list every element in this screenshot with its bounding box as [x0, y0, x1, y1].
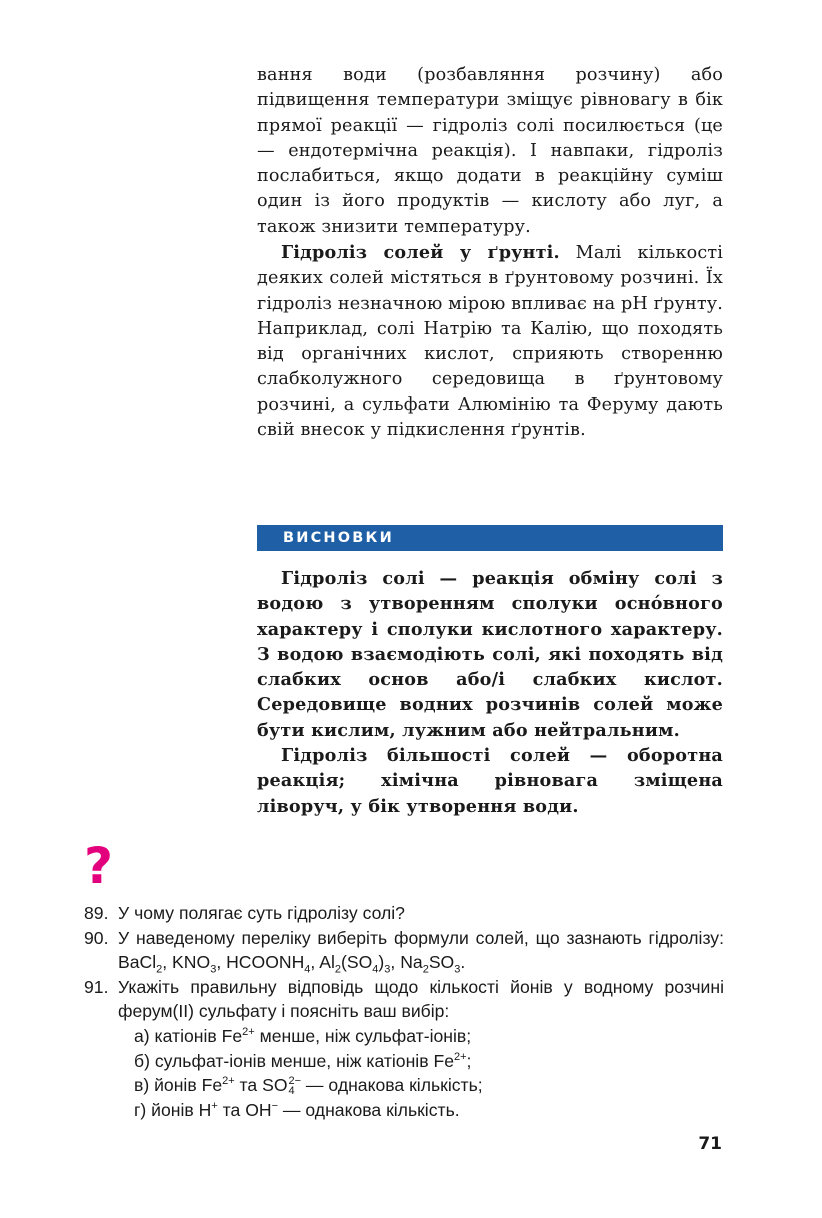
question-89: [84, 901, 724, 926]
questions-list: [84, 901, 724, 1122]
question-90-text: У наведеному переліку виберіть формули солей, що зазнають гідролізу:: [118, 927, 724, 948]
soil-text: Малі кількості деяких солей містяться в ґрунтовому розчині. Їх гідроліз незначною мірою впливає на рН ґрунту. Наприклад, солі Натрію та Калію, що походять від органічних кислот, сприяють створенню слабколужного середовища в ґрунтовому розчині, а сульфати Алюмінію та Феруму дають свій внесок у підкислення ґрунтів.: [257, 243, 724, 441]
soil-hydrolysis-section: [257, 240, 723, 443]
question-number: 90.: [84, 927, 109, 948]
question-mark-icon: ?: [84, 837, 114, 895]
intro-paragraph: вання води (розбавляння розчину) або підвищення температури зміщує рівновагу в бік прямої реакції — гідроліз солі посилюється (це — ендотермічна реакція). І навпаки, гідроліз послабиться, якщо додати в реакційну суміш один із його продуктів — кислоту або луг, а також знизити температуру.: [257, 65, 723, 237]
formula-kno3: $KNO_3$: [172, 952, 217, 976]
question-text: У чому полягає суть гідролізу солі?: [118, 903, 405, 923]
question-number: 89.: [84, 903, 109, 923]
question-number: 91.: [84, 976, 109, 997]
formula-al2so43: $Al_2(SO_4)_3$: [319, 952, 391, 976]
conclusion-paragraph-2: Гідроліз більшості солей — оборотна реакція; хімічна рівновага зміщена ліворуч, у бік утворення води.: [257, 745, 723, 817]
conclusions-block: [257, 566, 723, 819]
sulfate-charge-stack: 2− 4: [288, 1075, 302, 1098]
page-number: 71: [698, 1134, 722, 1154]
soil-paragraph: [257, 240, 723, 443]
answer-option-c: в) йонів $Fe^{2+}$ та SO 2− 4 — однакова кількість;: [134, 1075, 483, 1098]
answer-option-b: б) сульфат-іонів менше, ніж катіонів $Fe^{2+}$;: [134, 1050, 472, 1071]
formula-hcoonh4: $HCOONH_4$: [226, 952, 311, 976]
soil-heading: Гідроліз солей у ґрунті.: [281, 242, 560, 263]
formula-bacl2: BaCl$_2$: [118, 952, 163, 976]
conclusion-paragraph-1: Гідроліз солі — реакція обміну солі з водою з утворенням сполуки оснóвного характеру і сполуки кислотного характеру. З водою взаємодіють солі, які походять від слабких основ або/і слабких кислот. Середовище водних розчинів солей може бути кислим, лужним або нейтральним.: [257, 568, 723, 741]
question-text: Укажіть правильну відповідь щодо кількості йонів у водному розчині ферум(ІІ) сульфату і поясніть ваш вибір:: [118, 976, 724, 1022]
conclusions-banner: ВИСНОВКИ: [257, 525, 723, 551]
formula-na2so3: $Na_2SO_3$: [400, 952, 461, 976]
answer-option-d: г) йонів H+ та OH− — однакова кількість.: [134, 1099, 460, 1120]
intro-paragraph-block: [257, 63, 723, 240]
question-text: У наведеному переліку виберіть формули солей, що зазнають гідролізу: BaCl$_2$, $KNO_3$, $HCOONH_4$, $Al_2(SO_4)_3$, $Na_2SO_3$.: [118, 927, 724, 976]
question-91: [84, 975, 724, 1024]
answer-option-a: а) катіонів $Fe^{2+}$ менше, ніж сульфат-іонів;: [134, 1025, 472, 1046]
question-90: [84, 926, 724, 975]
